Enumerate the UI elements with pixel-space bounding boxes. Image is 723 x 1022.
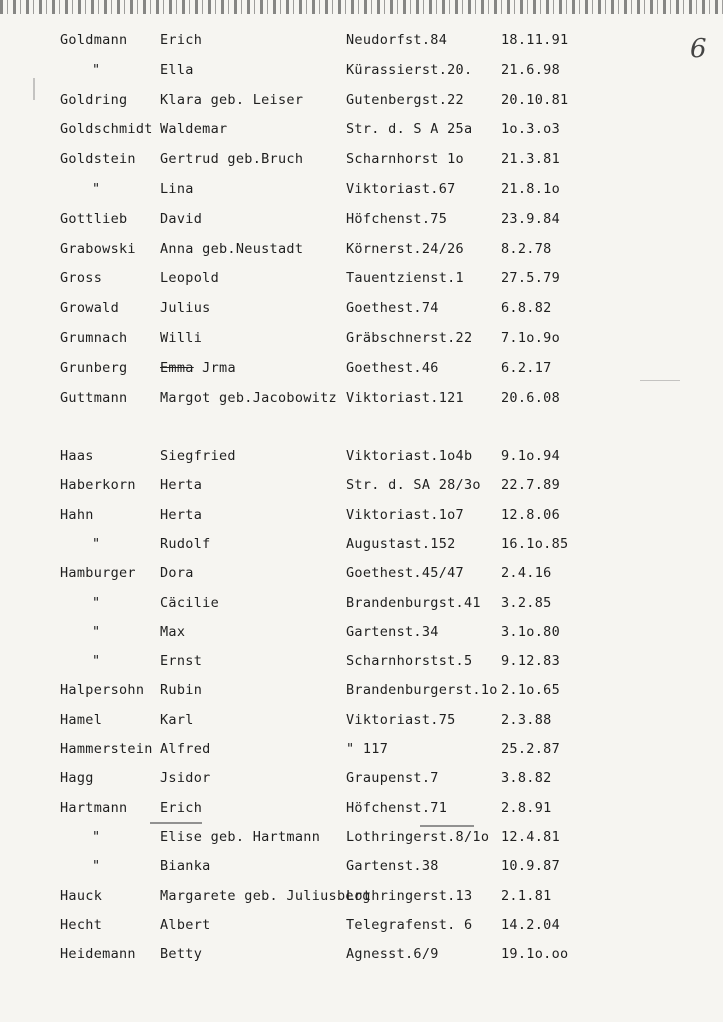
list-item (0, 360, 723, 380)
first-name-cell: Elise geb. Hartmann (160, 828, 321, 845)
address-cell: Telegrafenst. 6 (346, 916, 473, 933)
address-cell: Viktoriast.75 (346, 711, 456, 728)
address-cell: Lothringerst.8/1o (346, 828, 490, 845)
first-name-cell: Waldemar (160, 121, 228, 138)
date-cell: 18.11.91 (501, 32, 569, 48)
address-cell: Neudorfst.84 (346, 32, 448, 48)
address-cell: Scharnhorst 1o (346, 151, 464, 168)
list-item (0, 946, 723, 966)
first-name-cell: Leopold (160, 270, 219, 287)
list-item (0, 241, 723, 261)
list-item (0, 181, 723, 201)
surname-cell: Haas (60, 448, 94, 464)
list-item (0, 624, 723, 644)
list-item (0, 712, 723, 732)
surname-cell: " (92, 594, 101, 611)
date-cell: 3.2.85 (501, 594, 552, 611)
address-cell: Körnerst.24/26 (346, 240, 464, 257)
date-cell: 14.2.04 (501, 916, 560, 933)
list-item (0, 741, 723, 761)
date-cell: 21.6.98 (501, 61, 560, 78)
date-cell: 23.9.84 (501, 210, 560, 227)
list-item (0, 121, 723, 141)
underline-mark (420, 825, 474, 827)
address-cell: Goethest.45/47 (346, 565, 464, 582)
first-name-cell: Herta (160, 506, 203, 523)
address-cell: Str. d. SA 28/3o (346, 477, 481, 494)
date-cell: 2.1.81 (501, 887, 552, 904)
date-cell: 3.1o.80 (501, 623, 560, 640)
first-name-cell: David (160, 210, 203, 227)
first-name-cell: Karl (160, 711, 194, 728)
first-name-cell: Bianka (160, 858, 211, 875)
date-cell: 21.3.81 (501, 151, 560, 168)
list-item (0, 390, 723, 410)
list-item (0, 507, 723, 527)
list-item (0, 595, 723, 615)
first-name-cell: Cäcilie (160, 594, 219, 611)
surname-cell: Goldstein (60, 151, 136, 168)
first-name-cell: Betty (160, 946, 203, 963)
list-item (0, 92, 723, 112)
first-name-cell: Alfred (160, 741, 211, 757)
list-item (0, 917, 723, 937)
date-cell: 27.5.79 (501, 270, 560, 287)
surname-cell: " (92, 858, 101, 875)
first-name-cell: Margarete geb. Juliusberg (160, 887, 371, 904)
list-item (0, 62, 723, 82)
address-cell: Viktoriast.1o7 (346, 506, 464, 523)
surname-cell: Guttmann (60, 389, 128, 406)
date-cell: 2.8.91 (501, 799, 552, 816)
surname-cell: Hamburger (60, 565, 136, 582)
scan-mark (640, 380, 680, 381)
list-item (0, 682, 723, 702)
surname-cell: Hammerstein (60, 741, 153, 757)
page-number: 6 (690, 34, 707, 64)
address-cell: Höfchenst.71 (346, 799, 448, 816)
first-name-cell: Anna geb.Neustadt (160, 240, 304, 257)
surname-cell: Grumnach (60, 330, 128, 346)
list-item (0, 211, 723, 231)
surname-cell: Gross (60, 270, 103, 287)
list-item (0, 800, 723, 820)
list-item (0, 536, 723, 556)
date-cell: 9.1o.94 (501, 448, 560, 464)
first-name-cell: Herta (160, 477, 203, 494)
address-cell: Viktoriast.1o4b (346, 448, 473, 464)
surname-cell: Hartmann (60, 799, 128, 816)
address-cell: Viktoriast.121 (346, 389, 464, 406)
address-cell: Augustast.152 (346, 535, 456, 552)
address-cell: Kürassierst.20. (346, 61, 473, 78)
list-item (0, 858, 723, 878)
list-item (0, 448, 723, 468)
list-item (0, 270, 723, 290)
date-cell: 10.9.87 (501, 858, 560, 875)
surname-cell: Goldschmidt (60, 121, 153, 138)
surname-cell: " (92, 535, 101, 552)
first-name-cell: Jsidor (160, 770, 211, 787)
date-cell: 22.7.89 (501, 477, 560, 494)
first-name-cell: Erich (160, 32, 203, 48)
surname-cell: Grabowski (60, 240, 136, 257)
surname-cell: Hauck (60, 887, 103, 904)
date-cell: 20.6.08 (501, 389, 560, 406)
address-cell: Agnesst.6/9 (346, 946, 439, 963)
first-name-cell: Erich (160, 799, 203, 816)
first-name-cell: Willi (160, 330, 203, 346)
list-item (0, 330, 723, 350)
surname-cell: " (92, 181, 101, 197)
surname-cell: Grunberg (60, 359, 128, 376)
address-cell: Gräbschnerst.22 (346, 330, 473, 346)
address-cell: Lothringerst.13 (346, 887, 473, 904)
underline-mark (150, 822, 202, 824)
list-item (0, 300, 723, 320)
first-name-cell (160, 360, 236, 376)
address-cell: Goethest.46 (346, 359, 439, 376)
first-name-cell: Max (160, 623, 186, 640)
address-cell: Scharnhorstst.5 (346, 653, 473, 670)
address-cell: Viktoriast.67 (346, 181, 456, 197)
surname-cell: Goldring (60, 91, 128, 108)
date-cell: 6.2.17 (501, 359, 552, 376)
struck-first-name: Emma (160, 359, 194, 376)
address-cell: Höfchenst.75 (346, 210, 448, 227)
date-cell: 20.10.81 (501, 91, 569, 108)
list-item (0, 770, 723, 790)
date-cell: 9.12.83 (501, 653, 560, 670)
date-cell: 2.4.16 (501, 565, 552, 582)
first-name-cell: Ella (160, 61, 194, 78)
date-cell: 1o.3.o3 (501, 121, 560, 138)
address-cell: Brandenburgst.41 (346, 594, 481, 611)
list-item (0, 151, 723, 171)
address-cell: Str. d. S A 25a (346, 121, 473, 138)
surname-cell: Hamel (60, 711, 103, 728)
first-name-cell: Siegfried (160, 448, 236, 464)
list-item (0, 565, 723, 585)
address-cell: Gartenst.38 (346, 858, 439, 875)
date-cell: 7.1o.9o (501, 330, 560, 346)
first-name-cell: Lina (160, 181, 194, 197)
surname-cell: Haberkorn (60, 477, 136, 494)
date-cell: 2.1o.65 (501, 682, 560, 699)
first-name-cell: Gertrud geb.Bruch (160, 151, 304, 168)
surname-cell: Hahn (60, 506, 94, 523)
surname-cell: Halpersohn (60, 682, 145, 699)
address-cell: Brandenburgerst.1o (346, 682, 498, 699)
first-name-cell: Rubin (160, 682, 203, 699)
surname-cell: Growald (60, 300, 119, 317)
address-cell: Tauentzienst.1 (346, 270, 464, 287)
list-item (0, 888, 723, 908)
first-name-cell: Margot geb.Jacobowitz (160, 389, 337, 406)
date-cell: 16.1o.85 (501, 535, 569, 552)
date-cell: 8.2.78 (501, 240, 552, 257)
first-name-text: Jrma (202, 359, 236, 376)
date-cell: 6.8.82 (501, 300, 552, 317)
surname-cell: Gottlieb (60, 210, 128, 227)
list-item (0, 477, 723, 497)
address-cell: Graupenst.7 (346, 770, 439, 787)
surname-cell: Hagg (60, 770, 94, 787)
torn-top-edge (0, 0, 723, 14)
date-cell: 2.3.88 (501, 711, 552, 728)
date-cell: 25.2.87 (501, 741, 560, 757)
first-name-cell: Ernst (160, 653, 203, 670)
surname-cell: Goldmann (60, 32, 128, 48)
surname-cell: Heidemann (60, 946, 136, 963)
address-cell: Goethest.74 (346, 300, 439, 317)
first-name-cell: Rudolf (160, 535, 211, 552)
first-name-cell: Albert (160, 916, 211, 933)
date-cell: 21.8.1o (501, 181, 560, 197)
list-item (0, 32, 723, 52)
address-cell: " 117 (346, 741, 389, 757)
surname-cell: Hecht (60, 916, 103, 933)
first-name-cell: Dora (160, 565, 194, 582)
address-cell: Gartenst.34 (346, 623, 439, 640)
date-cell: 12.4.81 (501, 828, 560, 845)
date-cell: 12.8.06 (501, 506, 560, 523)
list-item (0, 829, 723, 849)
surname-cell: " (92, 623, 101, 640)
surname-cell: " (92, 828, 101, 845)
first-name-cell: Julius (160, 300, 211, 317)
date-cell: 3.8.82 (501, 770, 552, 787)
address-cell: Gutenbergst.22 (346, 91, 464, 108)
surname-cell: " (92, 61, 101, 78)
first-name-cell: Klara geb. Leiser (160, 91, 304, 108)
date-cell: 19.1o.oo (501, 946, 569, 963)
list-item (0, 653, 723, 673)
surname-cell: " (92, 653, 101, 670)
